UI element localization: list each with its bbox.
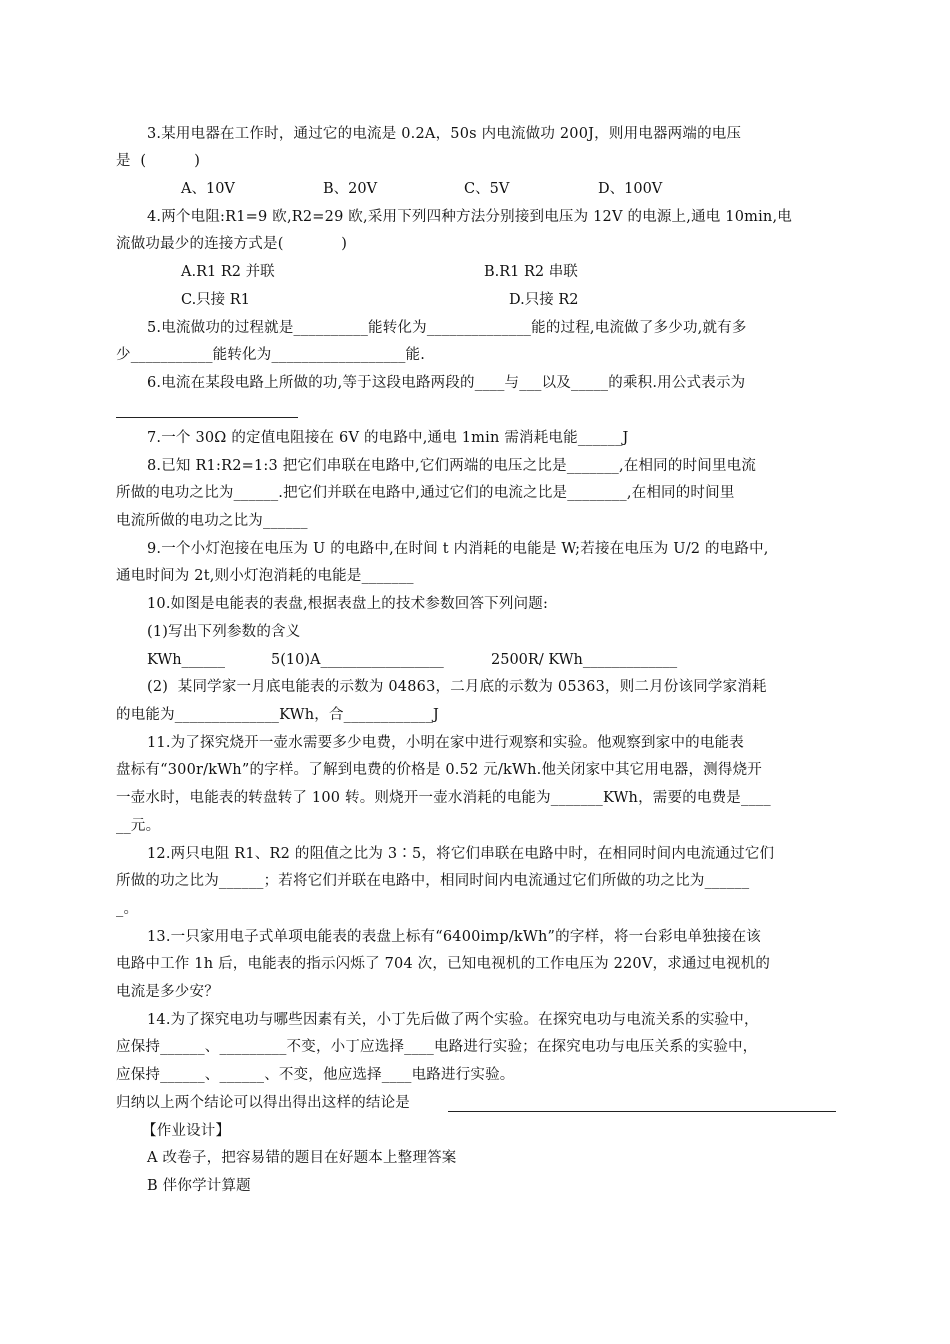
q12-line3: _。 [116,901,139,917]
q13-line3: 电流是多少安？ [116,984,219,1000]
q4-option-d: D.只接 R2 [509,292,579,308]
q4-option-a: A.R1 R2 并联 [181,264,275,280]
q11-line3: 一壶水时，电能表的转盘转了 100 转。则烧开一壶水消耗的电能为_______KWh，需要的电费是____ [116,790,771,806]
q4-line2: 流做功最少的连接方式是( ) [116,236,348,252]
q12-line1: 12.两只电阻 R1、R2 的阻值之比为 3∶5，将它们串联在电路中时，在相同时间内电流通过它们 [147,846,775,862]
q8-line2: 所做的电功之比为______.把它们并联在电路中,通过它们的电流之比是________,在相同的时间里 [116,485,735,501]
homework-item-a: A 改卷子，把容易错的题目在好题本上整理答案 [147,1150,457,1166]
homework-item-b: B 伴你学计算题 [147,1178,251,1194]
q3-option-b: B、20V [323,181,378,197]
q10-param-revs: 2500R/ KWh_____________ [491,652,678,668]
homework-heading: 【作业设计】 [142,1123,231,1139]
q5-line1: 5.电流做功的过程就是__________能转化为______________能的过程,电流做了多少功,就有多 [147,320,747,336]
q14-line1: 14.为了探究电功与哪些因素有关，小丁先后做了两个实验。在探究电功与电流关系的实验中， [147,1012,759,1028]
q3-line2: 是 ( ) [116,153,201,169]
q12-line2: 所做的功之比为______；若将它们并联在电路中，相同时间内电流通过它们所做的功之比为______ [116,873,750,889]
q4-option-c: C.只接 R1 [181,292,250,308]
q6-line1: 6.电流在某段电路上所做的功,等于这段电路两段的____与___以及_____的乘积.用公式表示为 [147,375,746,391]
q10-param-current: 5(10)A_________________ [271,652,444,668]
q10-line1: 10.如图是电能表的表盘,根据表盘上的技术参数回答下列问题: [147,596,549,612]
q10-sub2-line1: (2) 某同学家一月底电能表的示数为 04863，二月底的示数为 05363，则二月份该同学家消耗 [147,679,767,695]
q11-line4: __元。 [116,818,161,834]
q8-line3: 电流所做的电功之比为______ [116,513,308,529]
q5-line2: 少___________能转化为__________________能. [116,347,426,363]
q11-line1: 11.为了探究烧开一壶水需要多少电费，小明在家中进行观察和实验。他观察到家中的电能表 [147,735,744,751]
q10-param-kwh: KWh______ [147,652,226,668]
q3-option-a: A、10V [181,181,235,197]
q9-line1: 9.一个小灯泡接在电压为 U 的电路中,在时间 t 内消耗的电能是 W;若接在电压为 U/2 的电路中, [147,541,769,557]
q10-sub2-line2: 的电能为______________KWh，合____________J [116,707,440,723]
q11-line2: 盘标有“300r/kWh”的字样。了解到电费的价格是 0.52 元/kWh.他关闭家中其它用电器，测得烧开 [116,762,762,778]
q14-conclusion-blank [448,1111,836,1112]
q3-option-c: C、5V [464,181,510,197]
q10-sub1: (1)写出下列参数的含义 [147,624,301,640]
q14-line2: 应保持______、_________不变，小丁应选择____电路进行实验；在探究电功与电压关系的实验中， [116,1039,758,1055]
q3-option-d: D、100V [598,181,663,197]
q4-option-b: B.R1 R2 串联 [484,264,578,280]
q3-line1: 3.某用电器在工作时，通过它的电流是 0.2A，50s 内电流做功 200J，则用电器两端的电压 [147,126,742,142]
q13-line2: 电路中工作 1h 后，电能表的指示闪烁了 704 次，已知电视机的工作电压为 220V，求通过电视机的 [116,956,771,972]
q9-line2: 通电时间为 2t,则小灯泡消耗的电能是_______ [116,568,414,584]
q6-answer-blank [116,417,298,418]
q7-line1: 7.一个 30Ω 的定值电阻接在 6V 的电路中,通电 1min 需消耗电能______J [147,430,629,446]
q14-line3: 应保持______、______、不变，他应选择____电路进行实验。 [116,1067,515,1083]
q8-line1: 8.已知 R1:R2=1:3 把它们串联在电路中,它们两端的电压之比是_______,在相同的时间里电流 [147,458,757,474]
q14-conclusion: 归纳以上两个结论可以得出得出这样的结论是 [116,1095,410,1111]
q13-line1: 13.一只家用电子式单项电能表的表盘上标有“6400imp/kWh”的字样，将一台彩电单独接在该 [147,929,761,945]
q4-line1: 4.两个电阻:R1=9 欧,R2=29 欧,采用下列四种方法分别接到电压为 12V 的电源上,通电 10min,电 [147,209,792,225]
